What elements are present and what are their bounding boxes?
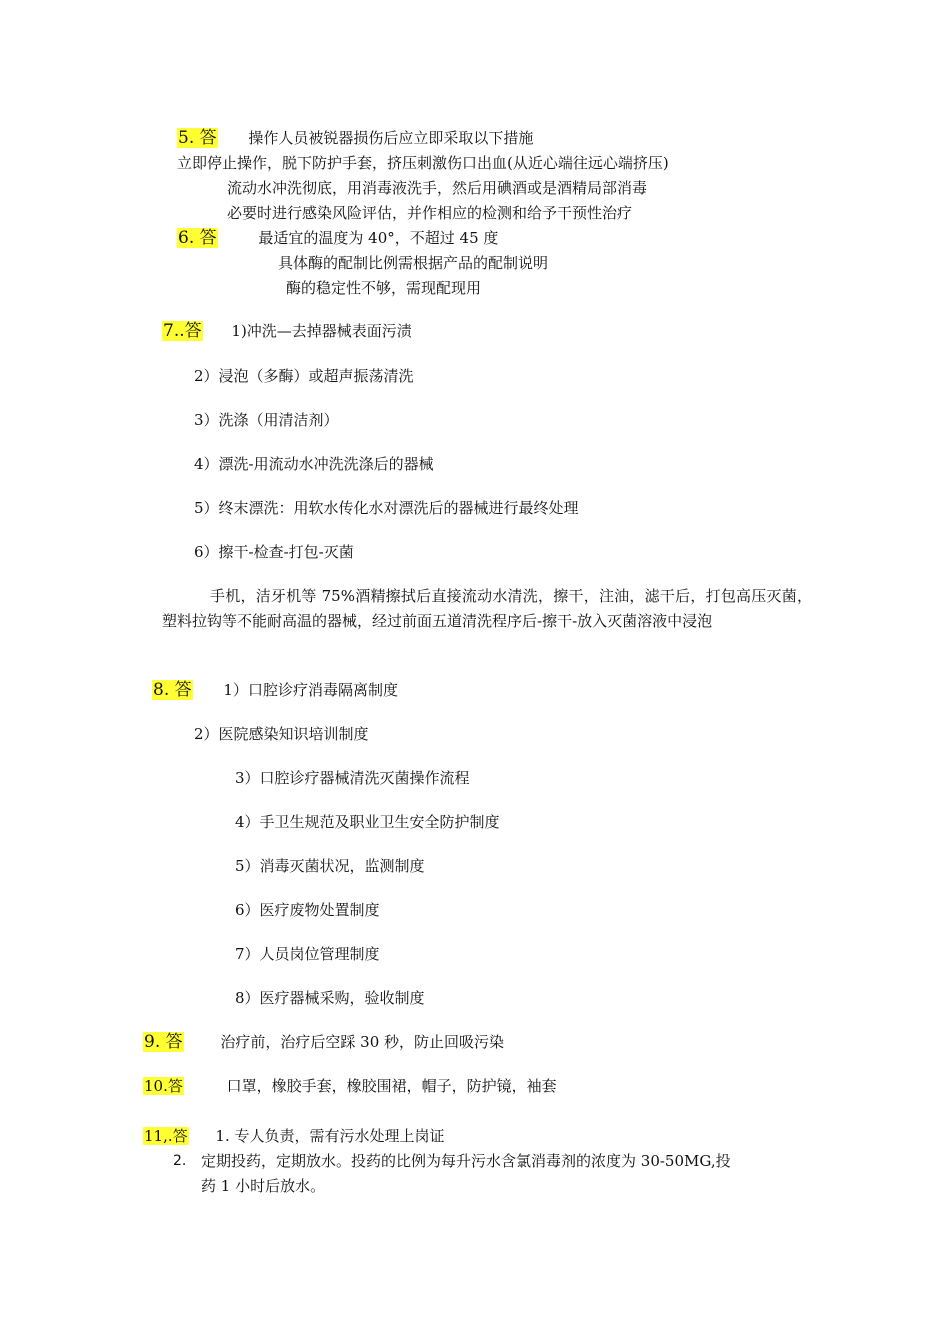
q5-line-1: 立即停止操作，脱下防护手套，挤压刺激伤口出血(从近心端往远心端挤压) bbox=[177, 154, 669, 172]
q8-item-5: 5）消毒灭菌状况，监测制度 bbox=[235, 857, 425, 875]
q5-title: 操作人员被锐器损伤后应立即采取以下措施 bbox=[248, 129, 534, 147]
q7-item-3: 3）洗涤（用清洁剂） bbox=[194, 411, 339, 429]
q10-row bbox=[143, 1076, 557, 1096]
q8-item-4: 4）手卫生规范及职业卫生安全防护制度 bbox=[235, 813, 500, 831]
q8-item-1: 1）口腔诊疗消毒隔离制度 bbox=[223, 681, 398, 699]
q8-row bbox=[152, 680, 398, 700]
q11-item-2-line-1: 定期投药，定期放水。投药的比例为每升污水含氯消毒剂的浓度为 30-50MG,投 bbox=[201, 1152, 731, 1170]
q9-row bbox=[143, 1032, 504, 1052]
q11-item-2-number: 2. bbox=[173, 1153, 187, 1169]
q9-text: 治疗前，治疗后空踩 30 秒，防止回吸污染 bbox=[220, 1033, 505, 1051]
q6-row bbox=[177, 228, 498, 248]
q10-text: 口罩，橡胶手套，橡胶围裙，帽子，防护镜，袖套 bbox=[226, 1077, 557, 1095]
q9-label: 9. 答 bbox=[144, 1032, 183, 1052]
q7-row bbox=[162, 321, 412, 341]
q7-item-2: 2）浸泡（多酶）或超声振荡清洗 bbox=[194, 367, 414, 385]
q8-label: 8. 答 bbox=[153, 680, 192, 700]
q8-item-8: 8）医疗器械采购，验收制度 bbox=[235, 989, 425, 1007]
q7-item-6: 6）擦干-检查-打包-灭菌 bbox=[194, 543, 354, 561]
q11-item-2-line-2: 药 1 小时后放水。 bbox=[201, 1177, 326, 1195]
q6-title: 最适宜的温度为 40°，不超过 45 度 bbox=[258, 229, 499, 247]
q7-label: 7..答 bbox=[163, 321, 202, 341]
q5-row bbox=[177, 128, 533, 148]
q8-item-6: 6）医疗废物处置制度 bbox=[235, 901, 380, 919]
q6-line-2: 酶的稳定性不够，需现配现用 bbox=[286, 279, 482, 297]
q7-item-4: 4）漂洗-用流动水冲洗洗涤后的器械 bbox=[194, 455, 434, 473]
q7-item-5: 5）终末漂洗：用软水传化水对漂洗后的器械进行最终处理 bbox=[194, 499, 579, 517]
q5-label: 5. 答 bbox=[178, 128, 217, 148]
q11-label: 11,.答 bbox=[144, 1127, 188, 1145]
q6-line-1: 具体酶的配制比例需根据产品的配制说明 bbox=[278, 254, 549, 272]
q11-row bbox=[143, 1126, 445, 1146]
q7-item-1: 1)冲洗—去掉器械表面污渍 bbox=[231, 322, 412, 340]
q8-item-2: 2）医院感染知识培训制度 bbox=[194, 725, 369, 743]
q10-label: 10.答 bbox=[144, 1077, 183, 1095]
q8-item-3: 3）口腔诊疗器械清洗灭菌操作流程 bbox=[235, 769, 470, 787]
q5-line-3: 必要时进行感染风险评估，并作相应的检测和给予干预性治疗 bbox=[227, 204, 633, 222]
q6-label: 6. 答 bbox=[178, 228, 217, 248]
q7-paragraph: 手机，洁牙机等 75%酒精擦拭后直接流动水清洗，擦干，注油，滤干后，打包高压灭菌，塑料拉钩等不能耐高温的器械，经过前面五道清洗程序后-擦干-放入灭菌溶液中浸泡 bbox=[162, 587, 812, 630]
q11-item-1: 1. 专人负责，需有污水处理上岗证 bbox=[215, 1127, 445, 1145]
q8-item-7: 7）人员岗位管理制度 bbox=[235, 945, 380, 963]
q5-line-2: 流动水冲洗彻底，用消毒液洗手，然后用碘酒或是酒精局部消毒 bbox=[227, 179, 648, 197]
